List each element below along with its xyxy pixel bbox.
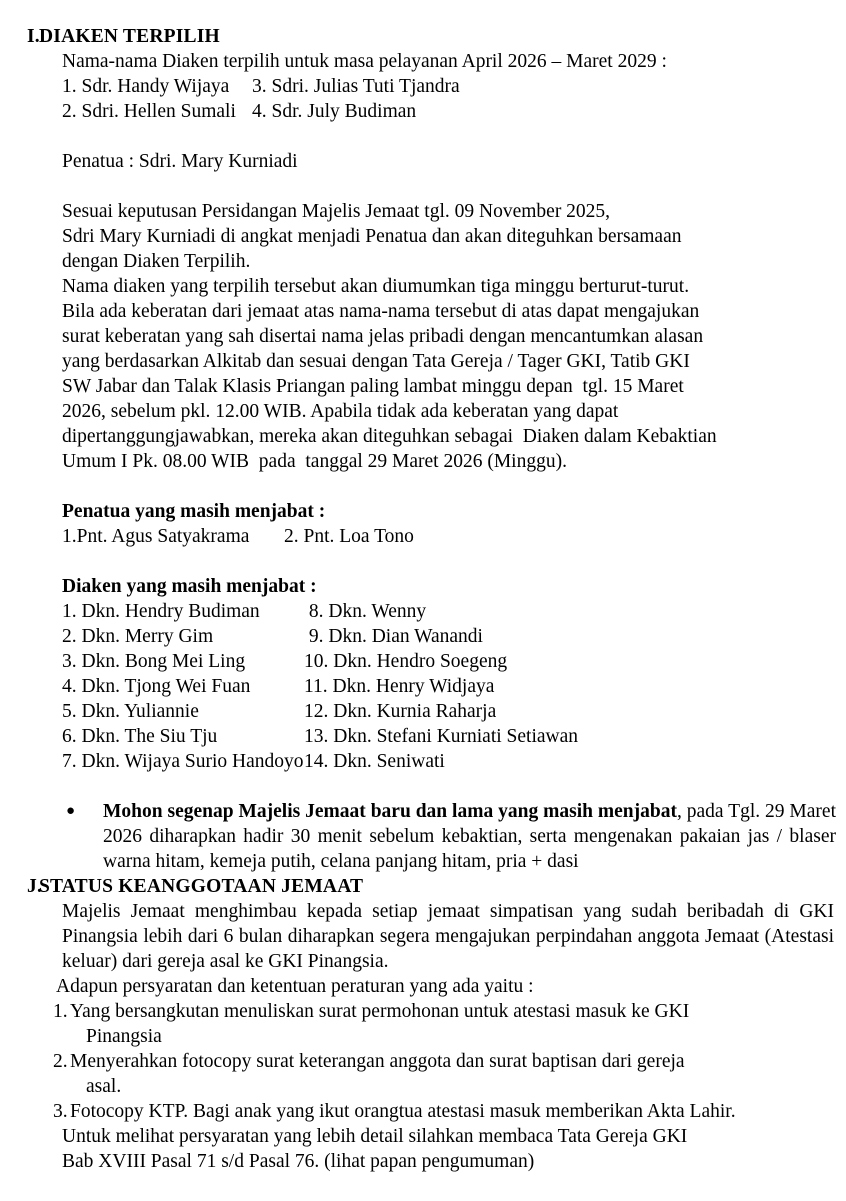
closing-block: [62, 1124, 838, 1174]
majelis-notice-bold: Mohon segenap Majelis Jemaat baru dan lama yang masih menjabat: [103, 801, 677, 822]
spacer: [62, 474, 838, 499]
penatua-elected-line: Penatua : Sdri. Mary Kurniadi: [62, 151, 298, 172]
majelis-notice-text: [103, 799, 836, 874]
diaken-serving-heading: Diaken yang masih menjabat :: [62, 576, 317, 597]
diaken-serving-left: 5. Dkn. Yuliannie: [62, 701, 199, 722]
requirement-item: [53, 1099, 832, 1124]
diaken-serving-right: 14. Dkn. Seniwati: [304, 751, 445, 772]
requirement-text: Menyerahkan fotocopy surat keterangan anggota dan surat baptisan dari gereja: [70, 1051, 685, 1072]
requirement-continuation: Pinangsia: [86, 1026, 162, 1047]
diaken-serving-left: 7. Dkn. Wijaya Surio Handoyo: [62, 751, 304, 772]
diaken-serving-row: [62, 699, 838, 724]
elected-diaken-right: 3. Sdri. Julias Tuti Tjandra: [252, 76, 460, 97]
elected-diaken-left: 2. Sdri. Hellen Sumali: [62, 101, 236, 122]
elected-diaken-block: [62, 49, 838, 774]
requirement-text-wrapper: [70, 1099, 832, 1124]
diaken-serving-row: [62, 649, 838, 674]
penatua-serving-left: 1.Pnt. Agus Satyakrama: [62, 526, 250, 547]
spacer: [62, 549, 838, 574]
elected-diaken-row: [62, 74, 838, 99]
elected-diaken-intro: Nama-nama Diaken terpilih untuk masa pelayanan April 2026 – Maret 2029 :: [62, 51, 667, 72]
bullet-icon: ●: [66, 803, 76, 819]
requirement-text: Fotocopy KTP. Bagi anak yang ikut orangtua atestasi masuk memberikan Akta Lahir.: [70, 1101, 736, 1122]
decision-line: Sdri Mary Kurniadi di angkat menjadi Penatua dan akan diteguhkan bersamaan: [62, 226, 682, 247]
diaken-serving-left: 1. Dkn. Hendry Budiman: [62, 601, 260, 622]
requirement-number: 3.: [53, 1101, 68, 1122]
diaken-serving-right: 13. Dkn. Stefani Kurniati Setiawan: [304, 726, 579, 747]
diaken-serving-row: [62, 599, 838, 624]
diaken-serving-row: [62, 749, 838, 774]
spacer: [0, 774, 846, 799]
diaken-serving-right: 11. Dkn. Henry Widjaya: [304, 676, 495, 697]
requirements-intro: Adapun persyaratan dan ketentuan peraturan yang ada yaitu :: [56, 976, 534, 997]
requirement-continuation: asal.: [86, 1076, 122, 1097]
decision-line: Sesuai keputusan Persidangan Majelis Jemaat tgl. 09 November 2025,: [62, 201, 611, 222]
diaken-serving-left: 3. Dkn. Bong Mei Ling: [62, 651, 246, 672]
majelis-notice-first-line-rest: , pada: [676, 801, 724, 822]
majelis-notice-continuation: Tgl. 29 Maret 2026 diharapkan hadir 30 menit sebelum kebaktian, serta mengenakan pakaian jas / blaser warna hitam, kemeja putih, celana panjang hitam, pria + dasi: [103, 801, 836, 872]
closing-line: Bab XVIII Pasal 71 s/d Pasal 76. (lihat papan pengumuman): [62, 1151, 535, 1172]
decision-line: dengan Diaken Terpilih.: [62, 251, 251, 272]
penatua-serving-right: 2. Pnt. Loa Tono: [284, 526, 414, 547]
objection-line: Nama diaken yang terpilih tersebut akan diumumkan tiga minggu berturut-turut.: [62, 276, 690, 297]
membership-intro-paragraph: Majelis Jemaat menghimbau kepada setiap jemaat simpatisan yang sudah beribadah di GKI Pinangsia lebih dari 6 bulan diharapkan segera mengajukan perpindahan anggota Jemaat (Atestasi keluar) dari gereja asal ke GKI Pinangsia.: [62, 901, 834, 972]
spacer: [62, 174, 838, 199]
diaken-serving-right: 9. Dkn. Dian Wanandi: [304, 626, 483, 647]
objection-line: Umum I Pk. 08.00 WIB pada tanggal 29 Maret 2026 (Minggu).: [62, 451, 567, 472]
requirement-item: [53, 1049, 832, 1099]
section-letter-j: J.: [27, 876, 43, 897]
diaken-serving-row: [62, 624, 838, 649]
requirement-number: 2.: [53, 1051, 68, 1072]
requirement-text-wrapper: [70, 999, 832, 1049]
objection-line: yang berdasarkan Alkitab dan sesuai dengan Tata Gereja / Tager GKI, Tatib GKI: [62, 351, 690, 372]
spacer: [62, 124, 838, 149]
penatua-serving-heading: Penatua yang masih menjabat :: [62, 501, 326, 522]
elected-diaken-left: 1. Sdr. Handy Wijaya: [62, 76, 230, 97]
objection-line: Bila ada keberatan dari jemaat atas nama-nama tersebut di atas dapat mengajukan: [62, 301, 700, 322]
section-title-i: DIAKEN TERPILIH: [39, 26, 220, 47]
elected-diaken-row: [62, 99, 838, 124]
top-spacer: [0, 0, 846, 24]
requirement-text: Yang bersangkutan menuliskan surat permohonan untuk atestasi masuk ke GKI: [70, 1001, 690, 1022]
objection-line: 2026, sebelum pkl. 12.00 WIB. Apabila tidak ada keberatan yang dapat: [62, 401, 619, 422]
diaken-serving-left: 2. Dkn. Merry Gim: [62, 626, 214, 647]
diaken-serving-left: 6. Dkn. The Siu Tju: [62, 726, 218, 747]
requirement-item: [53, 999, 832, 1049]
requirement-number: 1.: [53, 1001, 68, 1022]
penatua-serving-row: [62, 524, 838, 549]
section-heading-j: [0, 874, 846, 899]
elected-diaken-right: 4. Sdr. July Budiman: [252, 101, 417, 122]
diaken-serving-right: 12. Dkn. Kurnia Raharja: [304, 701, 497, 722]
section-title-j: STATUS KEANGGOTAAN JEMAAT: [39, 876, 364, 897]
objection-line: dipertanggungjawabkan, mereka akan diteguhkan sebagai Diaken dalam Kebaktian: [62, 426, 717, 447]
diaken-serving-right: 10. Dkn. Hendro Soegeng: [304, 651, 508, 672]
section-letter-i: I.: [27, 26, 40, 47]
diaken-serving-right: 8. Dkn. Wenny: [304, 601, 427, 622]
objection-line: SW Jabar dan Talak Klasis Priangan paling lambat minggu depan tgl. 15 Maret: [62, 376, 684, 397]
section-heading-i: [0, 24, 846, 49]
diaken-serving-left: 4. Dkn. Tjong Wei Fuan: [62, 676, 251, 697]
requirement-text-wrapper: [70, 1049, 832, 1099]
diaken-serving-row: [62, 674, 838, 699]
objection-line: surat keberatan yang sah disertai nama jelas pribadi dengan mencantumkan alasan: [62, 326, 704, 347]
closing-line: Untuk melihat persyaratan yang lebih detail silahkan membaca Tata Gereja GKI: [62, 1126, 688, 1147]
majelis-notice-bullet: [62, 799, 836, 874]
diaken-serving-row: [62, 724, 838, 749]
